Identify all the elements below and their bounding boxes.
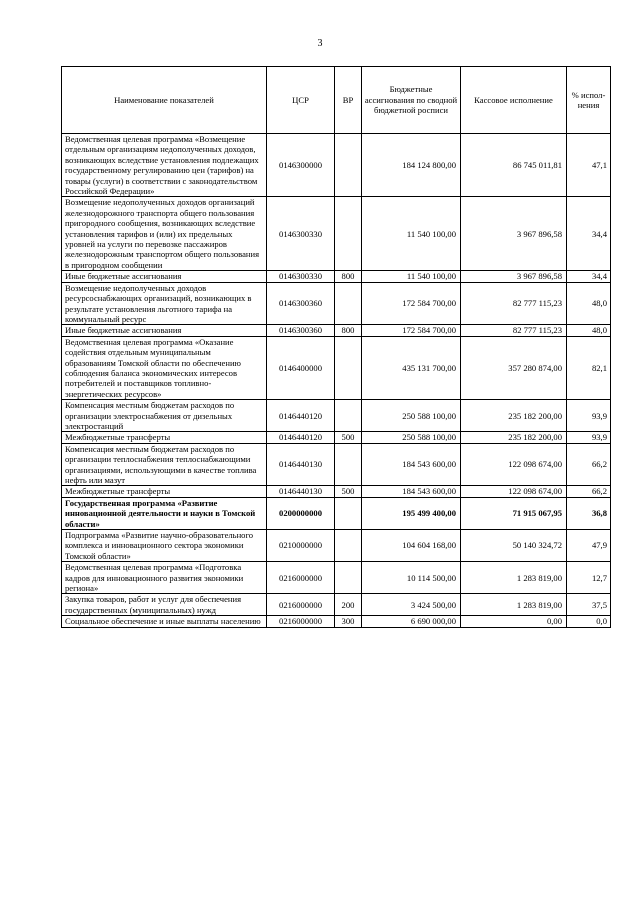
cell-vr: 500 [335, 432, 362, 443]
cell-csr: 0146300360 [267, 282, 335, 325]
cell-vr: 200 [335, 594, 362, 616]
cell-name: Ведомственная целевая программа «Возмещение отдельным организациям недополученных доходов, возникающих вследствие установления подлежащих государственному регулированию цен (тарифов) на товары (услуги) в соответствии с законодательством Российской Федерации» [62, 134, 267, 197]
cell-cash: 235 182 200,00 [461, 432, 567, 443]
header-cash: Кассовое исполнение [461, 67, 567, 134]
cell-csr: 0146300330 [267, 197, 335, 271]
cell-pct: 12,7 [567, 562, 611, 594]
cell-cash: 1 283 819,00 [461, 562, 567, 594]
cell-pct: 0,0 [567, 616, 611, 627]
table-row [62, 336, 611, 399]
cell-vr [335, 443, 362, 486]
cell-budget: 3 424 500,00 [362, 594, 461, 616]
cell-pct: 66,2 [567, 486, 611, 497]
cell-cash: 235 182 200,00 [461, 400, 567, 432]
cell-pct: 93,9 [567, 400, 611, 432]
cell-csr: 0146400000 [267, 336, 335, 399]
table-row [62, 432, 611, 443]
cell-name: Закупка товаров, работ и услуг для обеспечения государственных (муниципальных) нужд [62, 594, 267, 616]
cell-vr [335, 197, 362, 271]
table-row [62, 197, 611, 271]
cell-cash: 50 140 324,72 [461, 530, 567, 562]
table-row [62, 530, 611, 562]
header-pct: % испол-нения [567, 67, 611, 134]
cell-name: Межбюджетные трансферты [62, 486, 267, 497]
cell-budget: 11 540 100,00 [362, 197, 461, 271]
cell-pct: 34,4 [567, 271, 611, 282]
cell-cash: 86 745 011,81 [461, 134, 567, 197]
cell-name: Подпрограмма «Развитие научно-образовательного комплекса и инновационного сектора экономики Томской области» [62, 530, 267, 562]
cell-name: Компенсация местным бюджетам расходов по организации теплоснабжения теплоснабжающими организациями, использующими в качестве топлива нефть или мазут [62, 443, 267, 486]
cell-name: Возмещение недополученных доходов ресурсоснабжающих организаций, возникающих в результате установления льготного тарифа на коммунальный ресурс [62, 282, 267, 325]
cell-budget: 11 540 100,00 [362, 271, 461, 282]
table-row [62, 282, 611, 325]
cell-csr: 0200000000 [267, 497, 335, 529]
cell-name: Межбюджетные трансферты [62, 432, 267, 443]
header-budget: Бюджетные ассигнования по сводной бюджетной росписи [362, 67, 461, 134]
cell-budget: 10 114 500,00 [362, 562, 461, 594]
cell-name: Компенсация местным бюджетам расходов по организации электроснабжения от дизельных электростанций [62, 400, 267, 432]
cell-vr: 800 [335, 325, 362, 336]
cell-pct: 66,2 [567, 443, 611, 486]
cell-csr: 0210000000 [267, 530, 335, 562]
cell-budget: 184 124 800,00 [362, 134, 461, 197]
cell-cash: 82 777 115,23 [461, 282, 567, 325]
header-name: Наименование показателей [62, 67, 267, 134]
cell-csr: 0146440130 [267, 443, 335, 486]
cell-budget: 435 131 700,00 [362, 336, 461, 399]
cell-pct: 82,1 [567, 336, 611, 399]
cell-name: Социальное обеспечение и иные выплаты населению [62, 616, 267, 627]
cell-vr [335, 497, 362, 529]
cell-vr [335, 282, 362, 325]
table-row [62, 325, 611, 336]
cell-cash: 1 283 819,00 [461, 594, 567, 616]
cell-csr: 0146300330 [267, 271, 335, 282]
table-row [62, 271, 611, 282]
cell-budget: 195 499 400,00 [362, 497, 461, 529]
table-header-row [62, 67, 611, 134]
budget-execution-table [61, 66, 611, 628]
table-row [62, 486, 611, 497]
cell-budget: 172 584 700,00 [362, 282, 461, 325]
table-row [62, 594, 611, 616]
cell-cash: 71 915 067,95 [461, 497, 567, 529]
table-body [62, 134, 611, 628]
cell-budget: 104 604 168,00 [362, 530, 461, 562]
cell-pct: 93,9 [567, 432, 611, 443]
cell-pct: 47,1 [567, 134, 611, 197]
cell-csr: 0216000000 [267, 562, 335, 594]
cell-cash: 122 098 674,00 [461, 486, 567, 497]
cell-cash: 3 967 896,58 [461, 197, 567, 271]
cell-vr [335, 134, 362, 197]
page-number: 3 [317, 38, 323, 49]
cell-cash: 357 280 874,00 [461, 336, 567, 399]
cell-cash: 82 777 115,23 [461, 325, 567, 336]
cell-budget: 172 584 700,00 [362, 325, 461, 336]
cell-cash: 122 098 674,00 [461, 443, 567, 486]
cell-budget: 184 543 600,00 [362, 486, 461, 497]
table-row [62, 562, 611, 594]
cell-pct: 48,0 [567, 282, 611, 325]
cell-csr: 0146440120 [267, 400, 335, 432]
cell-vr [335, 562, 362, 594]
table-row [62, 616, 611, 627]
cell-vr: 500 [335, 486, 362, 497]
header-csr: ЦСР [267, 67, 335, 134]
cell-csr: 0146440120 [267, 432, 335, 443]
cell-name: Иные бюджетные ассигнования [62, 325, 267, 336]
cell-pct: 36,8 [567, 497, 611, 529]
cell-vr [335, 530, 362, 562]
table-row [62, 443, 611, 486]
cell-csr: 0216000000 [267, 616, 335, 627]
cell-csr: 0146440130 [267, 486, 335, 497]
table-row [62, 497, 611, 529]
cell-name: Государственная программа «Развитие инновационной деятельности и науки в Томской области» [62, 497, 267, 529]
cell-pct: 48,0 [567, 325, 611, 336]
cell-vr [335, 400, 362, 432]
cell-budget: 250 588 100,00 [362, 432, 461, 443]
cell-budget: 184 543 600,00 [362, 443, 461, 486]
cell-cash: 0,00 [461, 616, 567, 627]
cell-name: Ведомственная целевая программа «Оказание содействия отдельным муниципальным образованиям Томской области по обеспечению соблюдения баланса экономических интересов потребителей и поставщиков топливно-энергетических ресурсов» [62, 336, 267, 399]
cell-name: Возмещение недополученных доходов организаций железнодорожного транспорта общего пользования пригородного сообщения, возникающих вследствие установления тарифов и (или) их предельных уровней на услуги по перевозке пассажиров железнодорожным транспортом общего пользования в пригородном сообщении [62, 197, 267, 271]
cell-vr: 300 [335, 616, 362, 627]
cell-name: Ведомственная целевая программа «Подготовка кадров для инновационного развития экономики региона» [62, 562, 267, 594]
cell-budget: 250 588 100,00 [362, 400, 461, 432]
cell-budget: 6 690 000,00 [362, 616, 461, 627]
cell-pct: 47,9 [567, 530, 611, 562]
header-vr: ВР [335, 67, 362, 134]
table-row [62, 400, 611, 432]
cell-name: Иные бюджетные ассигнования [62, 271, 267, 282]
cell-csr: 0216000000 [267, 594, 335, 616]
cell-vr: 800 [335, 271, 362, 282]
cell-csr: 0146300000 [267, 134, 335, 197]
cell-cash: 3 967 896,58 [461, 271, 567, 282]
cell-pct: 37,5 [567, 594, 611, 616]
cell-csr: 0146300360 [267, 325, 335, 336]
cell-vr [335, 336, 362, 399]
table-row [62, 134, 611, 197]
cell-pct: 34,4 [567, 197, 611, 271]
